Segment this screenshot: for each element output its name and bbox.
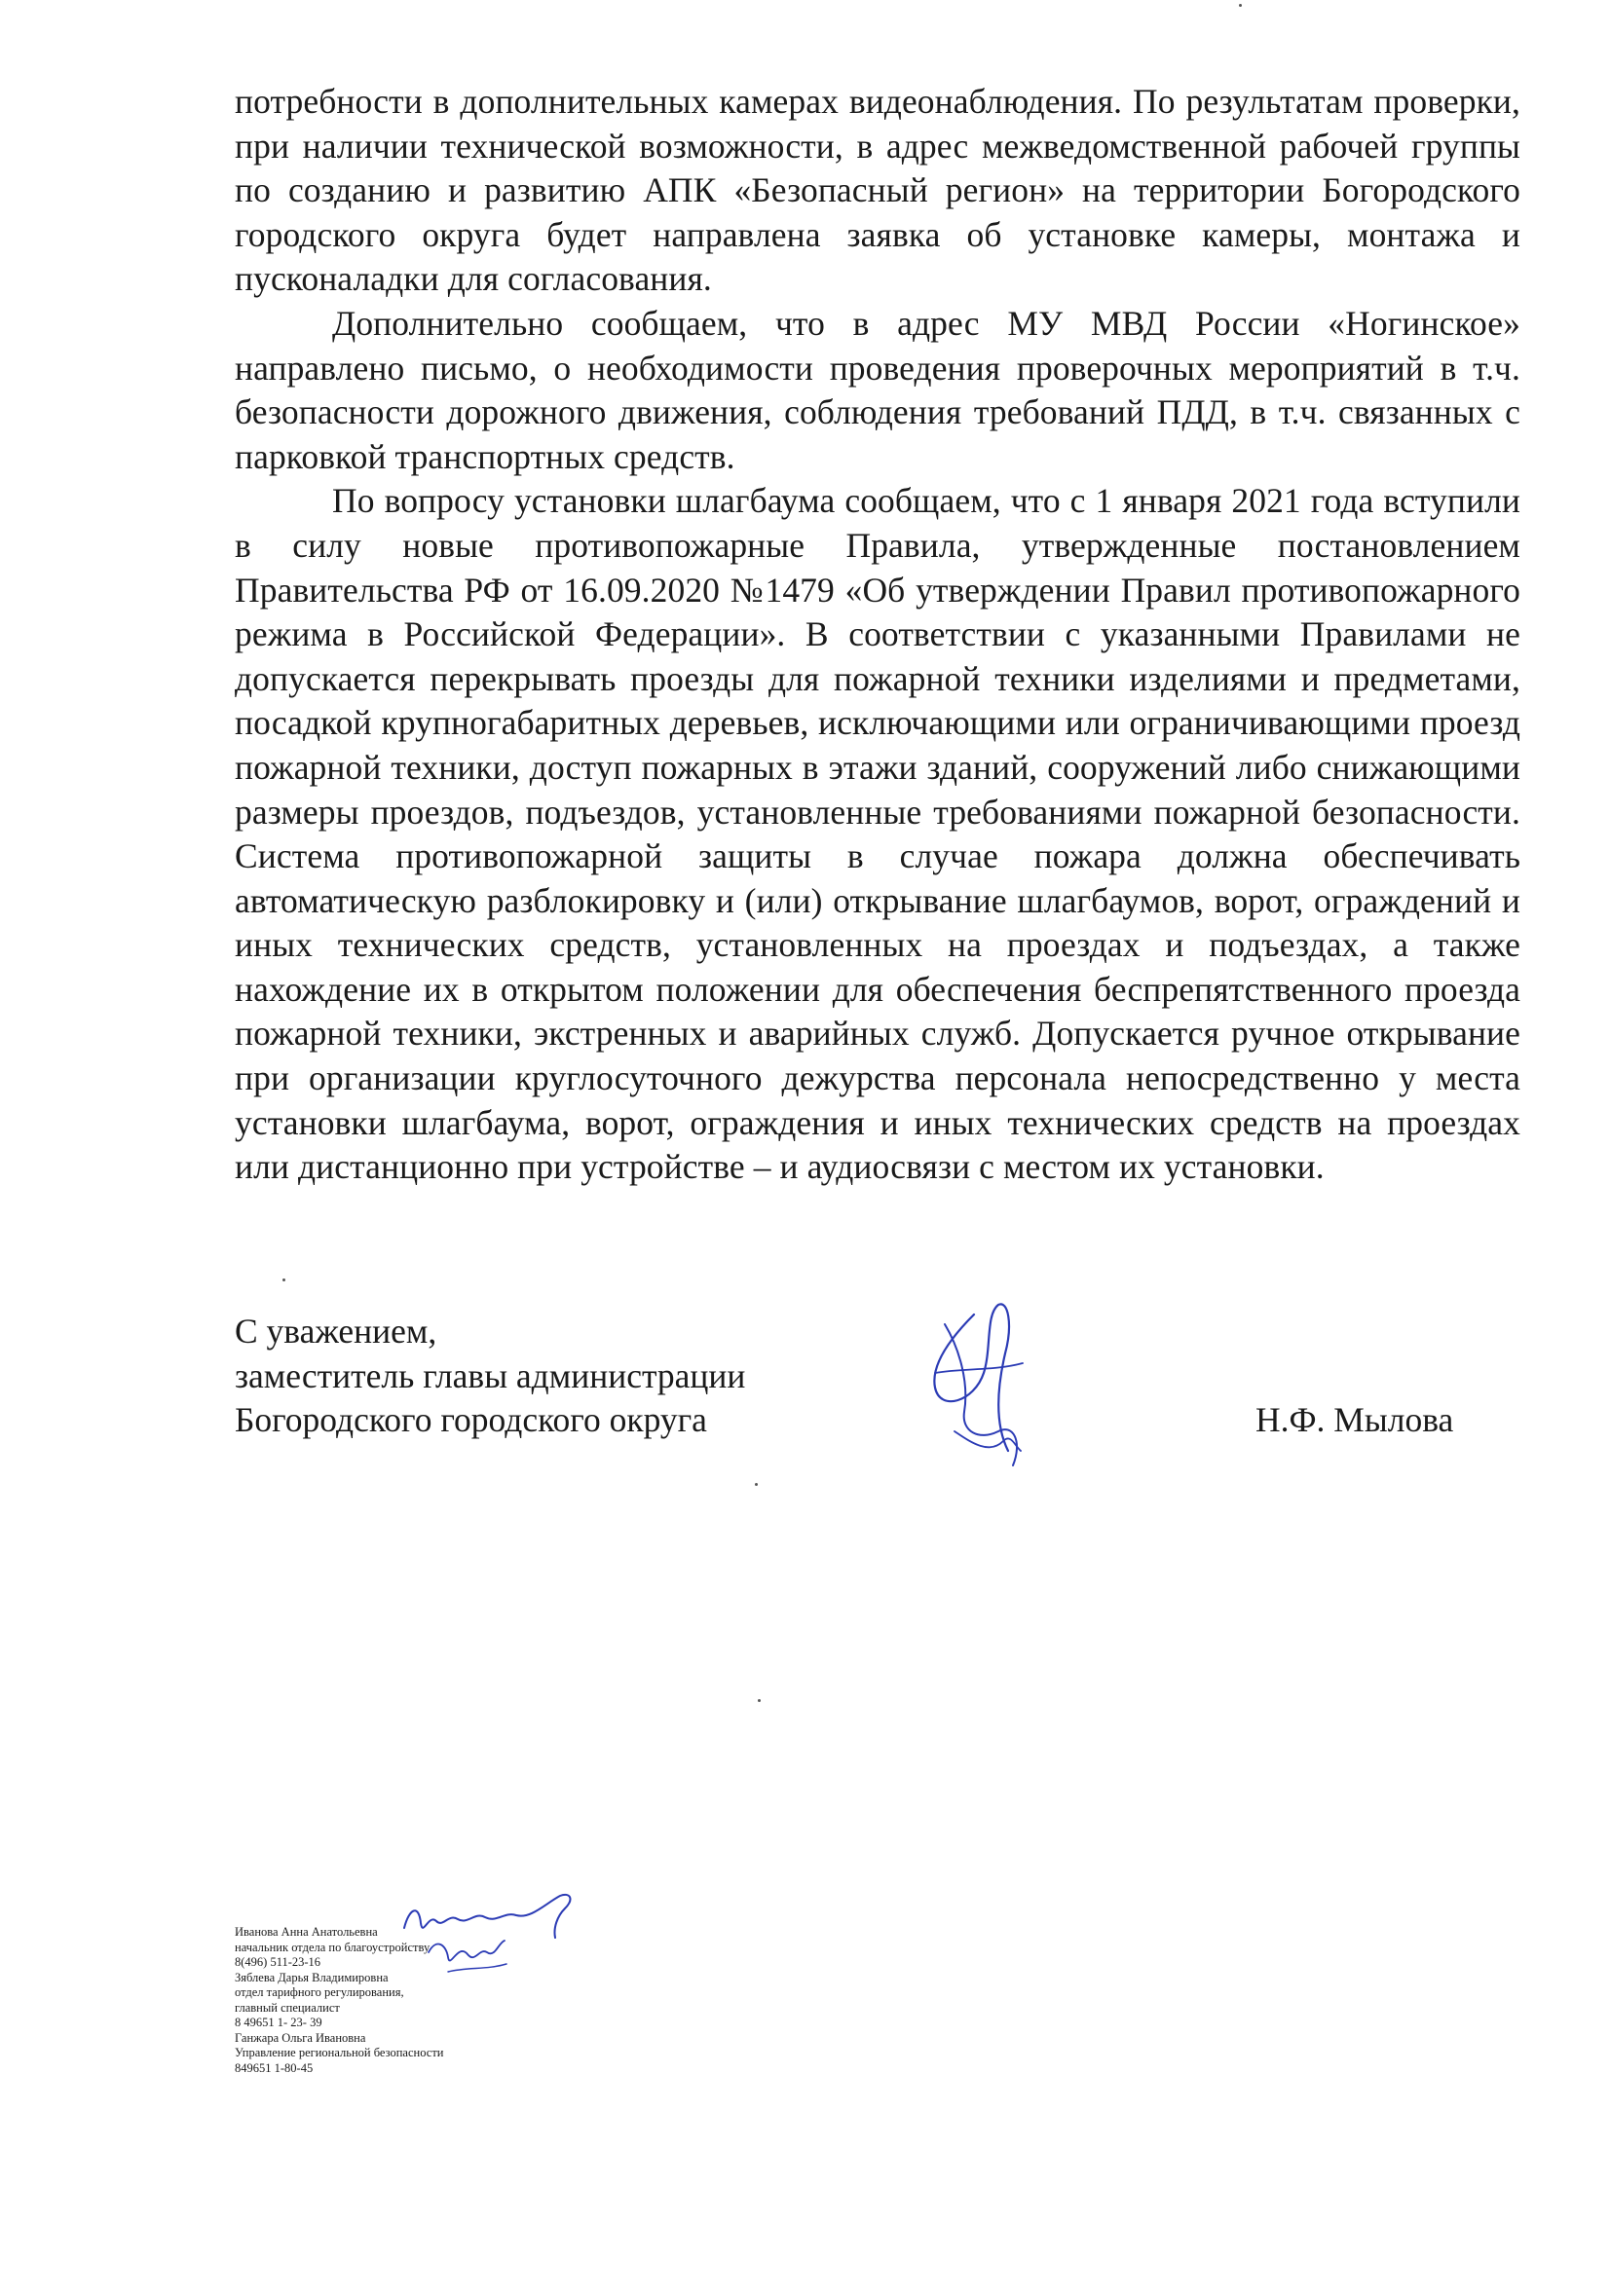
scan-speck [755, 1483, 758, 1486]
contact-line: Иванова Анна Анатольевна [235, 1925, 378, 1939]
contact-line: 8 49651 1- 23- 39 [235, 2016, 322, 2029]
contact-line: 849651 1-80-45 [235, 2060, 314, 2075]
paragraph-camera-check: потребности в дополнительных камерах видеонаблюдения. По результатам проверки, при наличии технической возможности, в адрес межведомственной рабочей группы по созданию и развитию АПК «Безопасный регион» на территории Богородского городского округа будет направлена заявка об установке камеры, монтажа и пусконаладки для согласования. [235, 82, 1520, 299]
scan-speck [758, 1699, 761, 1702]
contact-line: 8(496) 511-23-16 [235, 1955, 321, 1969]
contact-line: Ганжара Ольга Ивановна [235, 2030, 366, 2045]
paragraph-barrier-rules: По вопросу установки шлагбаума сообщаем, что с 1 января 2021 года вступили в силу новые противопожарные Правила, утвержденные постановлением Правительства РФ от 16.09.2020 №1479 «Об утверждении Правил противопожарного режима в Российской Федерации». В соответствии с указанными Правилами не допускается перекрывать проезды для пожарной техники изделиями и предметами, посадкой крупногабаритных деревьев, исключающими или ограничивающими проезд пожарной техники, доступ пожарных в этажи зданий, сооружений либо снижающими размеры проездов, подъездов, установленные требованиями пожарной безопасности. Система противопожарной защиты в случае пожара должна обеспечивать автоматическую разблокировку и (или) открывание шлагбаумов, ворот, ограждений и иных технических средств, установленных на проездах и подъездах, а также нахождение их в открытом положении для обеспечения беспрепятственного проезда пожарной техники, экстренных и аварийных служб. Допускается ручное открывание при организации круглосуточного дежурства персонала непосредственно у места установки шлагбаума, ворот, ограждения и иных технических средств на проездах или дистанционно при устройстве – и аудиосвязи с местом их установки. [235, 481, 1520, 1187]
scan-speck [282, 1278, 285, 1281]
contact-line: Управление региональной безопасности [235, 2046, 444, 2059]
signer-name: Н.Ф. Мылова [1255, 1400, 1454, 1439]
contact-line: начальник отдела по благоустройству [235, 1940, 431, 1954]
signer-position-line-1: заместитель главы администрации [235, 1355, 746, 1395]
contact-line: отдел тарифного регулирования, [235, 1985, 404, 1999]
closing-greeting: С уважением, [235, 1312, 437, 1351]
closing-block [235, 1310, 745, 1443]
contact-line: главный специалист [235, 2000, 340, 2015]
scan-speck [1239, 4, 1242, 7]
signer-position-line-2: Богородского городского округа [235, 1400, 707, 1440]
initials-signature [390, 1884, 614, 1991]
contact-line: Зяблева Дарья Владимировна [235, 1970, 389, 1984]
handwritten-signature [916, 1295, 1052, 1470]
letter-body [235, 80, 1520, 1190]
paragraph-police-letter: Дополнительно сообщаем, что в адрес МУ МВД России «Ногинское» направлено письмо, о необходимости проведения проверочных мероприятий в т.ч. безопасности дорожного движения, соблюдения требований ПДД, в т.ч. связанных с парковкой транспортных средств. [235, 303, 1520, 476]
